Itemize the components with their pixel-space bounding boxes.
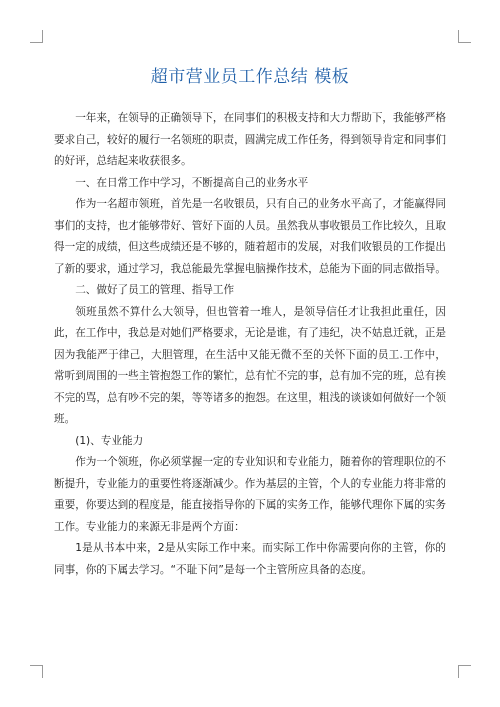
document-title: 超市营业员工作总结 模板 (150, 67, 350, 87)
paragraph-section-2: 领班虽然不算什么大领导，但也管着一堆人，是领导信任才让我担此重任，因此，在工作中，我总是对她们严格要求，无论是谁，有了违纪，决不姑息迁就，正是因为我能严于律己，大胆管理，在生活中又能无微不至的关怀下面的员工.工作中，常听到周围的一些主管抱怨工作的繁忙，总有忙不完的事，总有加不完的班，总有挨不完的骂，总有吵不完的架，等等诸多的抱怨。在这里，粗浅的谈谈如何做好一个领班。 (54, 305, 446, 425)
heading-subsection-1: (1)、专业能力 (75, 434, 144, 447)
crop-mark-top-right (458, 30, 471, 43)
heading-section-1: 一、在日常工作中学习，不断提高自己的业务水平 (75, 176, 309, 189)
heading-section-2: 二、做好了员工的管理、指导工作 (75, 284, 235, 296)
crop-mark-bottom-right (458, 665, 471, 678)
document-body (54, 108, 446, 581)
paragraph-subsection-1: 作为一个领班，你必须掌握一定的专业知识和专业能力，随着你的管理职位的不断提升，专业能力的重要性将逐渐减少。作为基层的主管，个人的专业能力将非常的重要，你要达到的程度是，能直接指导你的下属的实务工作，能够代理你下属的实务工作。专业能力的来源无非是两个方面： (54, 456, 446, 533)
crop-mark-bottom-left (30, 665, 43, 678)
paragraph-section-1: 作为一名超市领班，首先是一名收银员，只有自己的业务水平高了，才能赢得同事们的支持，也才能够带好、管好下面的人员。虽然我从事收银员工作比较久，且取得一定的成绩，但这些成绩还是不够的，随着超市的发展，对我们收银员的工作提出了新的要求，通过学习，我总能最先掌握电脑操作技术，总能为下面的同志做指导。 (54, 198, 446, 275)
crop-mark-top-left (30, 30, 43, 43)
paragraph-intro: 一年来，在领导的正确领导下，在同事们的积极支持和大力帮助下，我能够严格要求自己，较好的履行一名领班的职责，圆满完成工作任务，得到领导肯定和同事们的好评，总结起来收获很多。 (54, 112, 446, 167)
paragraph-subsection-1-cont: 1是从书本中来，2是从实际工作中来。而实际工作中你需要向你的主管，你的同事，你的下属去学习。“不耻下问”是每一个主管所应具备的态度。 (54, 542, 446, 576)
